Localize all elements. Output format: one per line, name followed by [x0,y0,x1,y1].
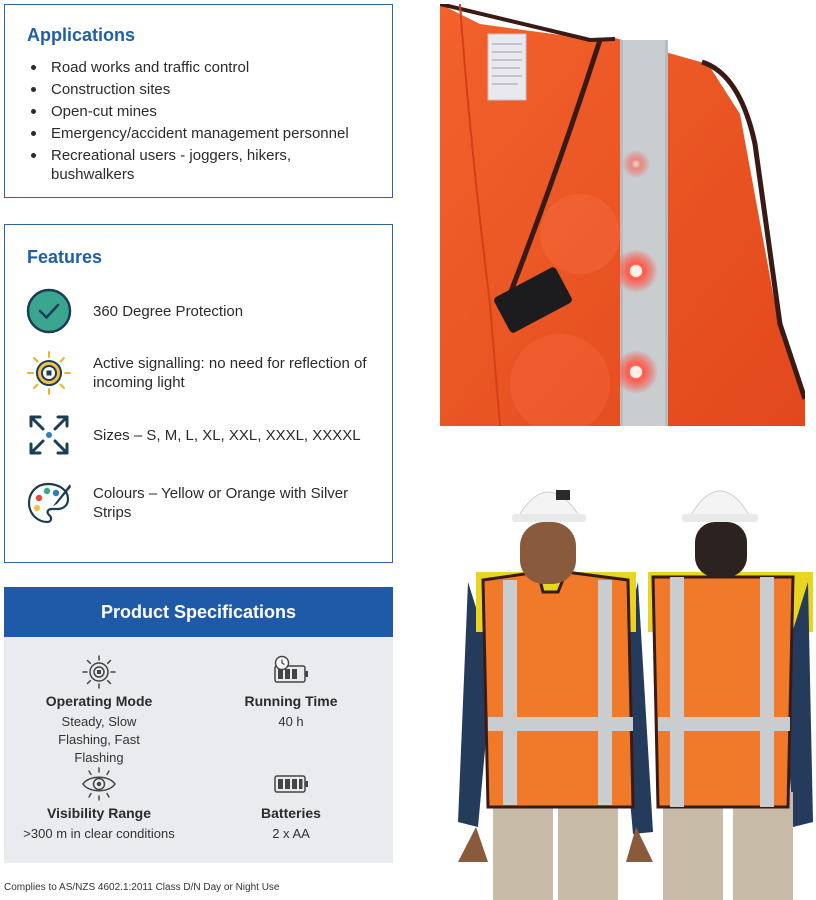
eye-icon [4,767,194,801]
spec-title: Running Time [244,693,338,709]
check-circle-icon [25,287,73,335]
applications-list [27,58,370,184]
feature-text: 360 Degree Protection [93,302,244,320]
spec-batteries [196,767,386,843]
spec-title: Visibility Range [47,805,151,821]
feature-text: Colours – Yellow or Orange with Silver Strips [93,485,349,521]
product-specifications-panel [4,587,393,863]
spec-value: 2 x AA [272,826,310,841]
spec-visibility-range [4,767,194,843]
applications-title: Applications [27,25,136,45]
specifications-title: Product Specifications [4,587,393,637]
vest-closeup-photo [440,4,805,426]
battery-icon [196,767,386,801]
feature-row [25,479,380,527]
spec-value: Steady, Slow Flashing, Fast Flashing [58,714,140,765]
feature-text: Sizes – S, M, L, XL, XXL, XXXL, XXXXL [93,426,361,444]
spec-title: Operating Mode [45,693,153,709]
list-item: Construction sites [51,80,370,99]
flashing-light-icon [4,655,194,689]
spec-running-time [196,655,386,731]
compliance-note: Complies to AS/NZS 4602.1:2011 Class D/N Day or Night Use [4,882,280,893]
feature-row [25,349,380,397]
spec-title: Batteries [261,805,321,821]
features-title: Features [27,247,103,267]
spec-value: >300 m in clear conditions [23,826,175,841]
timer-battery-icon [196,655,386,689]
list-item: Road works and traffic control [51,58,370,77]
expand-arrows-icon [25,411,73,459]
feature-row [25,411,380,459]
features-card [4,224,393,563]
list-item: Open-cut mines [51,102,370,121]
workers-photo [448,462,816,900]
spec-value: 40 h [278,714,304,729]
list-item: Recreational users - joggers, hikers, bushwalkers [51,146,370,184]
palette-icon [25,479,73,527]
feature-text: Active signalling: no need for reflection of incoming light [93,355,367,391]
list-item: Emergency/accident management personnel [51,124,370,143]
applications-card [4,4,393,198]
light-burst-icon [25,349,73,397]
feature-row [25,287,380,335]
spec-operating-mode [4,655,194,767]
